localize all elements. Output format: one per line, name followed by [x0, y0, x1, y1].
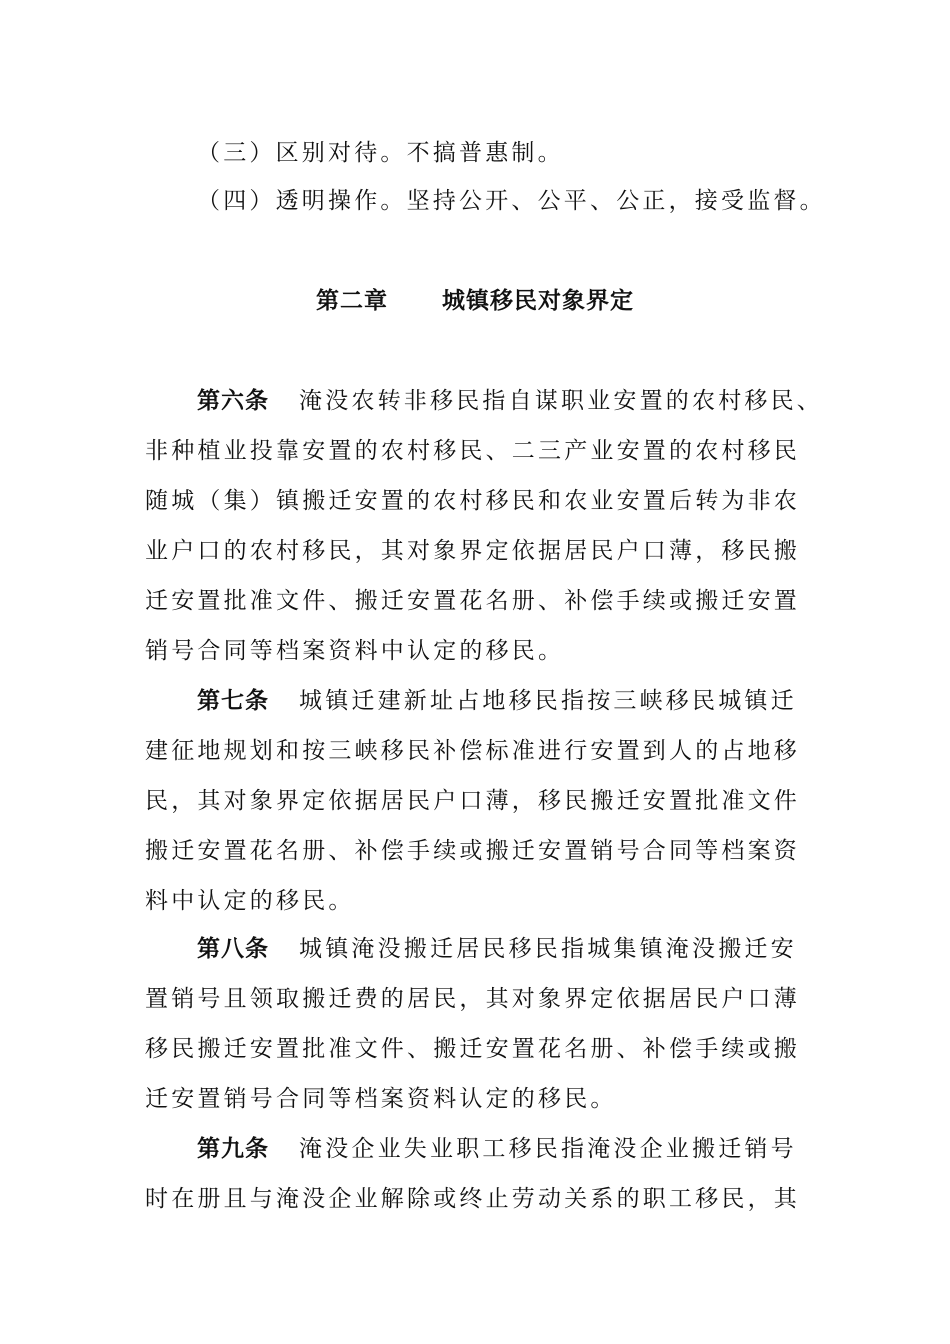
section-item-4: （四）透明操作。坚持公开、公平、公正，接受监督。 — [197, 188, 826, 214]
article-6-line-6: 销号合同等档案资料中认定的移民。 — [145, 638, 565, 664]
article-6-label: 第六条 — [197, 388, 269, 414]
article-7-line-4: 搬迁安置花名册、补偿手续或搬迁安置销号合同等档案资 — [145, 838, 800, 864]
article-9-line-1: 第九条 淹没企业失业职工移民指淹没企业搬迁销号 — [197, 1136, 797, 1162]
article-8-line-1: 第八条 城镇淹没搬迁居民移民指城集镇淹没搬迁安 — [197, 936, 797, 962]
article-7-line-1: 第七条 城镇迁建新址占地移民指按三峡移民城镇迁 — [197, 688, 797, 714]
article-9-label: 第九条 — [197, 1136, 269, 1162]
article-6-line-5: 迁安置批准文件、搬迁安置花名册、补偿手续或搬迁安置 — [145, 588, 800, 614]
chapter-title: 城镇移民对象界定 — [442, 288, 635, 314]
article-8-line-2: 置销号且领取搬迁费的居民，其对象界定依据居民户口薄 — [145, 986, 800, 1012]
chapter-number: 第二章 — [315, 288, 388, 314]
article-8-label: 第八条 — [197, 936, 269, 962]
article-9-line-2: 时在册且与淹没企业解除或终止劳动关系的职工移民，其 — [145, 1186, 800, 1212]
article-7-line-3: 民，其对象界定依据居民户口薄，移民搬迁安置批准文件 — [145, 788, 800, 814]
article-6-line-3: 随城（集）镇搬迁安置的农村移民和农业安置后转为非农 — [145, 488, 800, 514]
article-6-line-1: 第六条 淹没农转非移民指自谋职业安置的农村移民、 — [197, 388, 823, 414]
article-7-label: 第七条 — [197, 688, 269, 714]
chapter-heading — [0, 286, 950, 316]
article-6-line-2: 非种植业投靠安置的农村移民、二三产业安置的农村移民 — [145, 438, 800, 464]
article-7-line-5: 料中认定的移民。 — [145, 888, 355, 914]
section-item-3: （三）区别对待。不搞普惠制。 — [197, 140, 564, 166]
article-8-line-3: 移民搬迁安置批准文件、搬迁安置花名册、补偿手续或搬 — [145, 1036, 800, 1062]
article-6-line-4: 业户口的农村移民，其对象界定依据居民户口薄，移民搬 — [145, 538, 800, 564]
article-7-line-2: 建征地规划和按三峡移民补偿标准进行安置到人的占地移 — [145, 738, 800, 764]
article-8-line-4: 迁安置销号合同等档案资料认定的移民。 — [145, 1086, 617, 1112]
